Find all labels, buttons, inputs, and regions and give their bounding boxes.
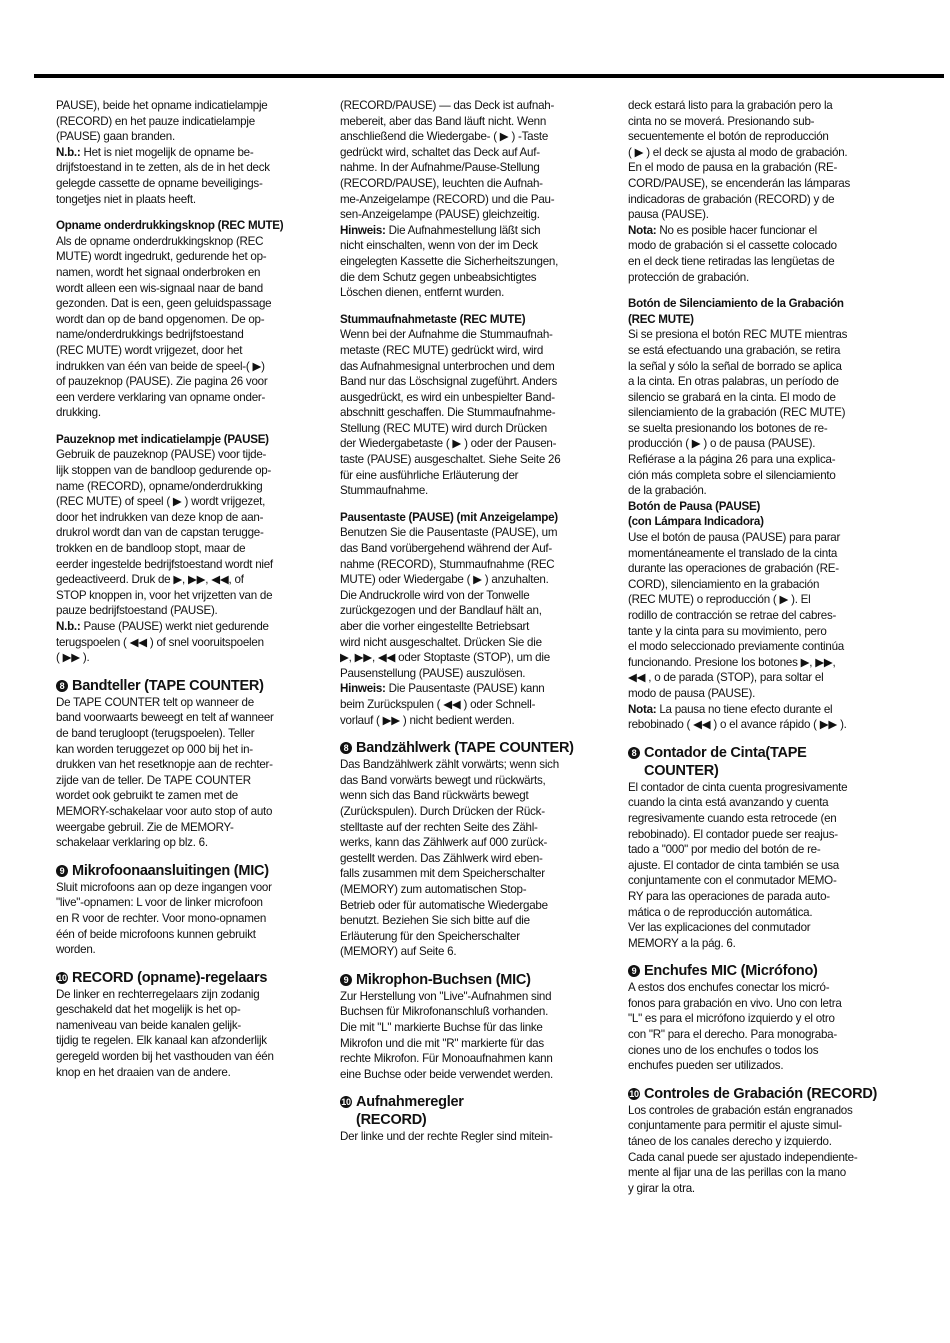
subheading-pause: Pausentaste (PAUSE) (mit Anzeigelampe) [340,510,558,524]
note-label: Hinweis: [340,223,386,237]
note-text: Die Pausentaste (PAUSE) kann beim Zurückspulen ( ◀◀ ) oder Schnell- vorlauf ( ▶▶ ) nicht bedient werden. [340,682,545,727]
section-text: Los controles de grabación están engranados conjuntamente para permitir el ajuste simul- táneo de los canales derecho y izquierdo. Cada canal puede ser ajustado independiente- mente al fijar una de las perillas con la mano y girar la otra. [628,1103,858,1195]
section-title: Bandzählwerk (TAPE COUNTER) [356,740,574,757]
column-german [340,98,592,1145]
section-text: De linker en rechterregelaars zijn zodanig geschakeld dat het mogelijk is het op- nameniveau van beide kanalen gelijk- tijdig te regelen. Elk kanaal kan afzonderlijk geregeld worden bij het vasthouden van één knop en het draaien van de andere. [56,987,274,1079]
column-spanish [628,98,883,1196]
paragraph-pause: Gebruik de pauzeknop (PAUSE) voor tijde- lijk stoppen van de bandloop gedurende op- name (RECORD), opname/onderdrukking (REC MUTE) of speel ( ▶ ) wordt vrijgezet, door het indrukken van deze knop de aan- drukrol wordt dan van de capstan terugge- trokken en de bandloop stopt, maar de eerder ingestelde bedrijfstoestand wordt nief gedeactiveerd. Druk de ▶, ▶▶, ◀◀, of STOP knoppen in, voor het vrijzetten van de pauze bedrijfstoestand (PAUSE). [56,448,273,618]
section-heading-record [628,1085,883,1103]
section-text: Sluit microfoons aan op deze ingangen voor "live"-opnamen: L voor de linker microfoon en R voor de rechter. Voor mono-opnamen één of beide microfoons kunnen gebruikt worden. [56,880,272,957]
section-heading-record [56,969,306,987]
section-number-badge: 9 [56,865,68,877]
note-text: Die Aufnahmestellung läßt sich nicht einschalten, wenn von der im Deck eingelegten Kassette die Sicherheitszungen, die dem Schutz gegen unbeabsichtigtes Löschen dienen, entfernt wurden. [340,223,559,300]
section-number-badge: 10 [629,1088,639,1099]
section-title: Mikrophon-Buchsen (MIC) [356,971,531,988]
section-title: Mikrofoonaansluitingen (MIC) [72,862,269,879]
column-dutch [56,98,306,1080]
subheading-pause: Pauzeknop met indicatielampje (PAUSE) [56,432,269,446]
section-title: Contador de Cinta(TAPE COUNTER) [644,744,807,779]
note [340,681,592,728]
section-heading-mic [340,971,592,989]
section-heading-mic [56,862,306,880]
note-label: Nota: [628,702,657,716]
section-number-badge: 8 [340,742,352,754]
section-text: A estos dos enchufes conectar los micró- fonos para grabación en vivo. Uno con letra "L" es para el micrófono izquierdo y el otro con "R" para el derecho. Para monograba- ciones uno de los enchufes o todos los enchufes pueden ser utilizados. [628,981,842,1073]
subheading-rec-mute: Stummaufnahmetaste (REC MUTE) [340,312,526,326]
paragraph-pause: Benutzen Sie die Pausentaste (PAUSE), um das Band vorübergehend während der Auf- nahme (RECORD), Stummaufnahme (REC MUTE) oder Wiedergabe ( ▶ ) anzuhalten. Die Andruckrolle wird von der Tonwelle zurückgezogen und der Bandlauf hält an, aber die vorher eingestellte Betriebsart wird nicht ausgeschaltet. Drücken Sie die ▶, ▶▶, ◀◀ oder Stoptaste (STOP), um die Pausenstellung (PAUSE) auszulösen. [340,526,558,680]
section-text: Zur Herstellung von "Live"-Aufnahmen sind Buchsen für Mikrofonanschluß vorhanden. Die mit "L" markierte Buchse für das linke Mikrofon und die mit "R" markierte für das rechte Mikrofon. Für Monoaufnahmen kann eine Buchse oder beide verwendet werden. [340,989,554,1081]
top-rule [34,74,944,78]
section-text: Der linke und der rechte Regler sind mitein- [340,1130,553,1144]
paragraph-rec-mute: Si se presiona el botón REC MUTE mientras se está efectuando una grabación, se retira la señal y sólo la señal de borrado se aplica a la cinta. En otras palabras, un período de silencio se grabará en la cinta. El modo de silenciamiento de la grabación (REC MUTE) se suelta presionando los botones de re- producción ( ▶ ) o de pausa (PAUSE). Refiérase a la página 26 para una explica- ción más completa sobre el silenciamiento de la grabación. [628,328,848,498]
paragraph-rec-mute: Als de opname onderdrukkingsknop (REC MUTE) wordt ingedrukt, gedurende het op- namen, wordt het signaal onderbroken en wordt alleen een wis-signaal naar de band gezonden. Dat is een, geen geluidspassage wordt dan op de band opgenomen. De op- name/onderdrukkings bedrijfstoestand (REC MUTE) wordt vrijgezet, door het indrukken van één van beide de speel-( ▶) of pauzeknop (PAUSE). Zie pagina 26 voor een verdere verklaring van opname onder- drukking. [56,234,272,420]
note [56,619,306,666]
paragraph-pause: Use el botón de pausa (PAUSE) para parar momentáneamente el translado de la cinta durante las operaciones de grabación (RE- CORD), silenciamiento en la grabación (REC MUTE) o reproducción ( ▶ ). El rodillo de contracción se retrae del cabres- tante y la cinta para su movimiento, pero el modo seleccionado previamente continúa funcionando. Presione los botones ▶, ▶▶, ◀◀ , o de parada (STOP), para soltar el modo de pausa (PAUSE). [628,531,844,700]
note-text: Het is niet mogelijk de opname be- drijfstoestand in te zetten, als de in het deck gelegde cassette de opname beveiligings- tongetjes niet in plaats heeft. [56,145,270,206]
note-label: N.b.: [56,145,81,159]
section-heading-mic [628,962,883,980]
note [628,702,883,733]
note [340,223,592,301]
note-label: Hinweis: [340,682,386,696]
section-title: Bandteller (TAPE COUNTER) [72,677,264,694]
paragraph: PAUSE), beide het opname indicatielampje (RECORD) en het pauze indicatielampje (PAUSE) gaan branden. [56,99,268,144]
section-number-badge: 9 [340,974,352,986]
section-text: Das Bandzählwerk zählt vorwärts; wenn sich das Band vorwärts bewegt und rückwärts, wenn sich das Band rückwärts bewegt (Zurückspulen). Durch Drücken der Rück- stelltaste auf der rechten Seite des Zähl- werks, kann das Zählwerk auf 000 zurück- gestellt werden. Das Zählwerk wird eben- falls zusammen mit dem Speicherschalter (MEMORY) zum automatischen Stop- Betrieb oder für automatische Wiedergabe benutzt. Beziehen Sie sich bitte auf die Erläuterung für den Speicherschalter (MEMORY) auf Seite 6. [340,758,559,959]
section-number-badge: 10 [341,1097,351,1108]
section-text: De TAPE COUNTER telt op wanneer de band voorwaarts beweegt en telt af wanneer de band terugloopt (terugspoelen). Teller kan worden teruggezet op 000 bij het in- drukken van het resetknopje aan de rechter- zijde van de teller. De TAPE COUNTER wordet ook gebruikt te zamen met de MEMORY-schakelaar voor auto stop of auto weergabe gebruil. Zie de MEMORY- schakelaar verklaring op blz. 6. [56,695,274,850]
paragraph: (RECORD/PAUSE) — das Deck ist aufnah- mebereit, aber das Band läuft nicht. Wenn anschließend die Wiedergabe- ( ▶ ) -Taste gedrückt wird, schaltet das Deck auf Auf- nahme. In der Aufnahme/Pause-Stellung (RECORD/PAUSE), leuchten die Aufnah- me-Anzeigelampe (RECORD) und die Pau- sen-Anzeigelampe (PAUSE) gleichzeitig. [340,99,555,222]
section-title: Enchufes MIC (Micrófono) [644,963,818,980]
note-label: N.b.: [56,620,81,633]
note-text: La pausa no tiene efecto durante el rebobinado ( ◀◀ ) o el avance rápido ( ▶▶ ). [628,702,847,732]
subheading-pause: Botón de Pausa (PAUSE) (con Lámpara Indicadora) [628,499,764,529]
note-text: Pause (PAUSE) werkt niet gedurende terugspoelen ( ◀◀ ) of snel vooruitspoelen ( ▶▶ ). [56,620,269,665]
section-heading-tape-counter [56,677,306,695]
section-title: Aufnahmeregler (RECORD) [356,1094,464,1129]
paragraph-rec-mute: Wenn bei der Aufnahme die Stummaufnah- metaste (REC MUTE) gedrückt wird, wird das Aufnahmesignal unterbrochen und dem Band nur das Löschsignal zugeführt. Anders ausgedrückt, es wird ein unbespielter Band- abschnitt geschaffen. Die Stummaufnahme- Stellung (REC MUTE) wird durch Drücken der Wiedergabetaste ( ▶ ) oder der Pausen- taste (PAUSE) ausgeschaltet. Siehe Seite 26 für eine ausführliche Erläuterung der Stummaufnahme. [340,328,561,498]
note-label: Nota: [628,223,657,237]
section-number-badge: 9 [628,965,640,977]
section-title: RECORD (opname)-regelaars [72,969,268,986]
note-text: No es posible hacer funcionar el modo de grabación si el cassette colocado en el deck tiene retiradas las lengüetas de protección de grabación. [628,223,837,284]
section-text: El contador de cinta cuenta progresivamente cuando la cinta está avanzando y cuenta regresivamente cuando esta retrocede (en rebobinado). El contador puede ser reajus- tado a "000" por medio del botón de re- ajuste. El contador de cinta también se usa conjuntamente con el conmutador MEMO- RY para las operaciones de parada auto- mática o de reproducción automática. Ver las explicaciones del conmutador MEMORY a la pág. 6. [628,780,848,950]
section-number-badge: 10 [57,972,67,983]
section-heading-tape-counter [340,739,592,757]
note [56,145,306,207]
paragraph: deck estará listo para la grabación pero la cinta no se moverá. Presionando sub- secuentemente el botón de reproducción ( ▶ ) el deck se ajusta al modo de grabación. En el modo de pausa en la grabación (RE- CORD/PAUSE), se encenderán las lámparas indicadoras de grabación (RECORD) y de pausa (PAUSE). [628,99,851,222]
subheading-rec-mute: Opname onderdrukkingsknop (REC MUTE) [56,219,284,233]
section-number-badge: 8 [56,680,68,692]
section-number-badge: 8 [628,747,640,759]
section-heading-tape-counter [628,744,883,780]
section-heading-record [340,1093,592,1129]
subheading-rec-mute: Botón de Silenciamiento de la Grabación (REC MUTE) [628,297,844,326]
section-title: Controles de Grabación (RECORD) [644,1085,878,1102]
note [628,223,883,285]
